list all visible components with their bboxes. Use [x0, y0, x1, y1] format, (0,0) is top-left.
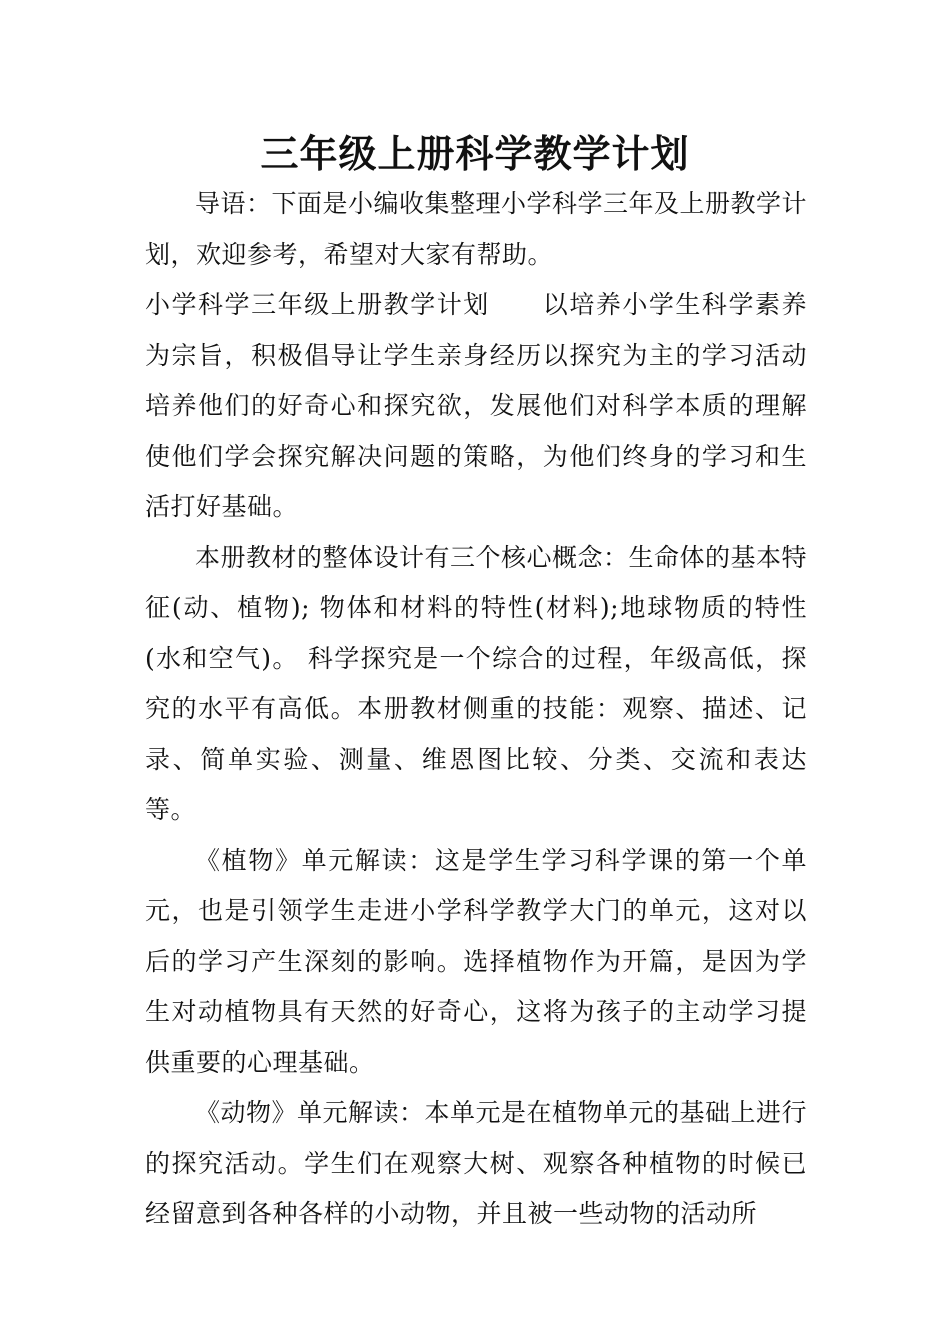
animals-unit-paragraph: 《动物》单元解读：本单元是在植物单元的基础上进行的探究活动。学生们在观察大树、观察各种植物的时候已经留意到各种各样的小动物，并且被一些动物的活动所 — [145, 1098, 808, 1228]
document-body — [145, 179, 807, 1240]
core-concepts-paragraph: 本册教材的整体设计有三个核心概念：生命体的基本特征(动、植物); 物体和材料的特性(材料);地球物质的特性(水和空气)。 科学探究是一个综合的过程，年级高低，探究的水平有高低。本册教材侧重的技能：观察、描述、记录、简单实验、测量、维恩图比较、分类、交流和表达等。 — [145, 542, 808, 824]
overview-paragraph: 小学科学三年级上册教学计划 以培养小学生科学素养为宗旨，积极倡导让学生亲身经历以探究为主的学习活动培养他们的好奇心和探究欲，发展他们对科学本质的理解使他们学会探究解决问题的策略，为他们终身的学习和生活打好基础。 — [145, 290, 807, 521]
plants-unit-paragraph: 《植物》单元解读：这是学生学习科学课的第一个单元，也是引领学生走进小学科学教学大门的单元，这对以后的学习产生深刻的影响。选择植物作为开篇，是因为学生对动植物具有天然的好奇心，这将为孩子的主动学习提供重要的心理基础。 — [145, 845, 807, 1077]
intro-paragraph: 导语：下面是小编收集整理小学科学三年及上册教学计划，欢迎参考，希望对大家有帮助。 — [145, 189, 808, 269]
document-title: 三年级上册科学教学计划 — [260, 131, 690, 176]
